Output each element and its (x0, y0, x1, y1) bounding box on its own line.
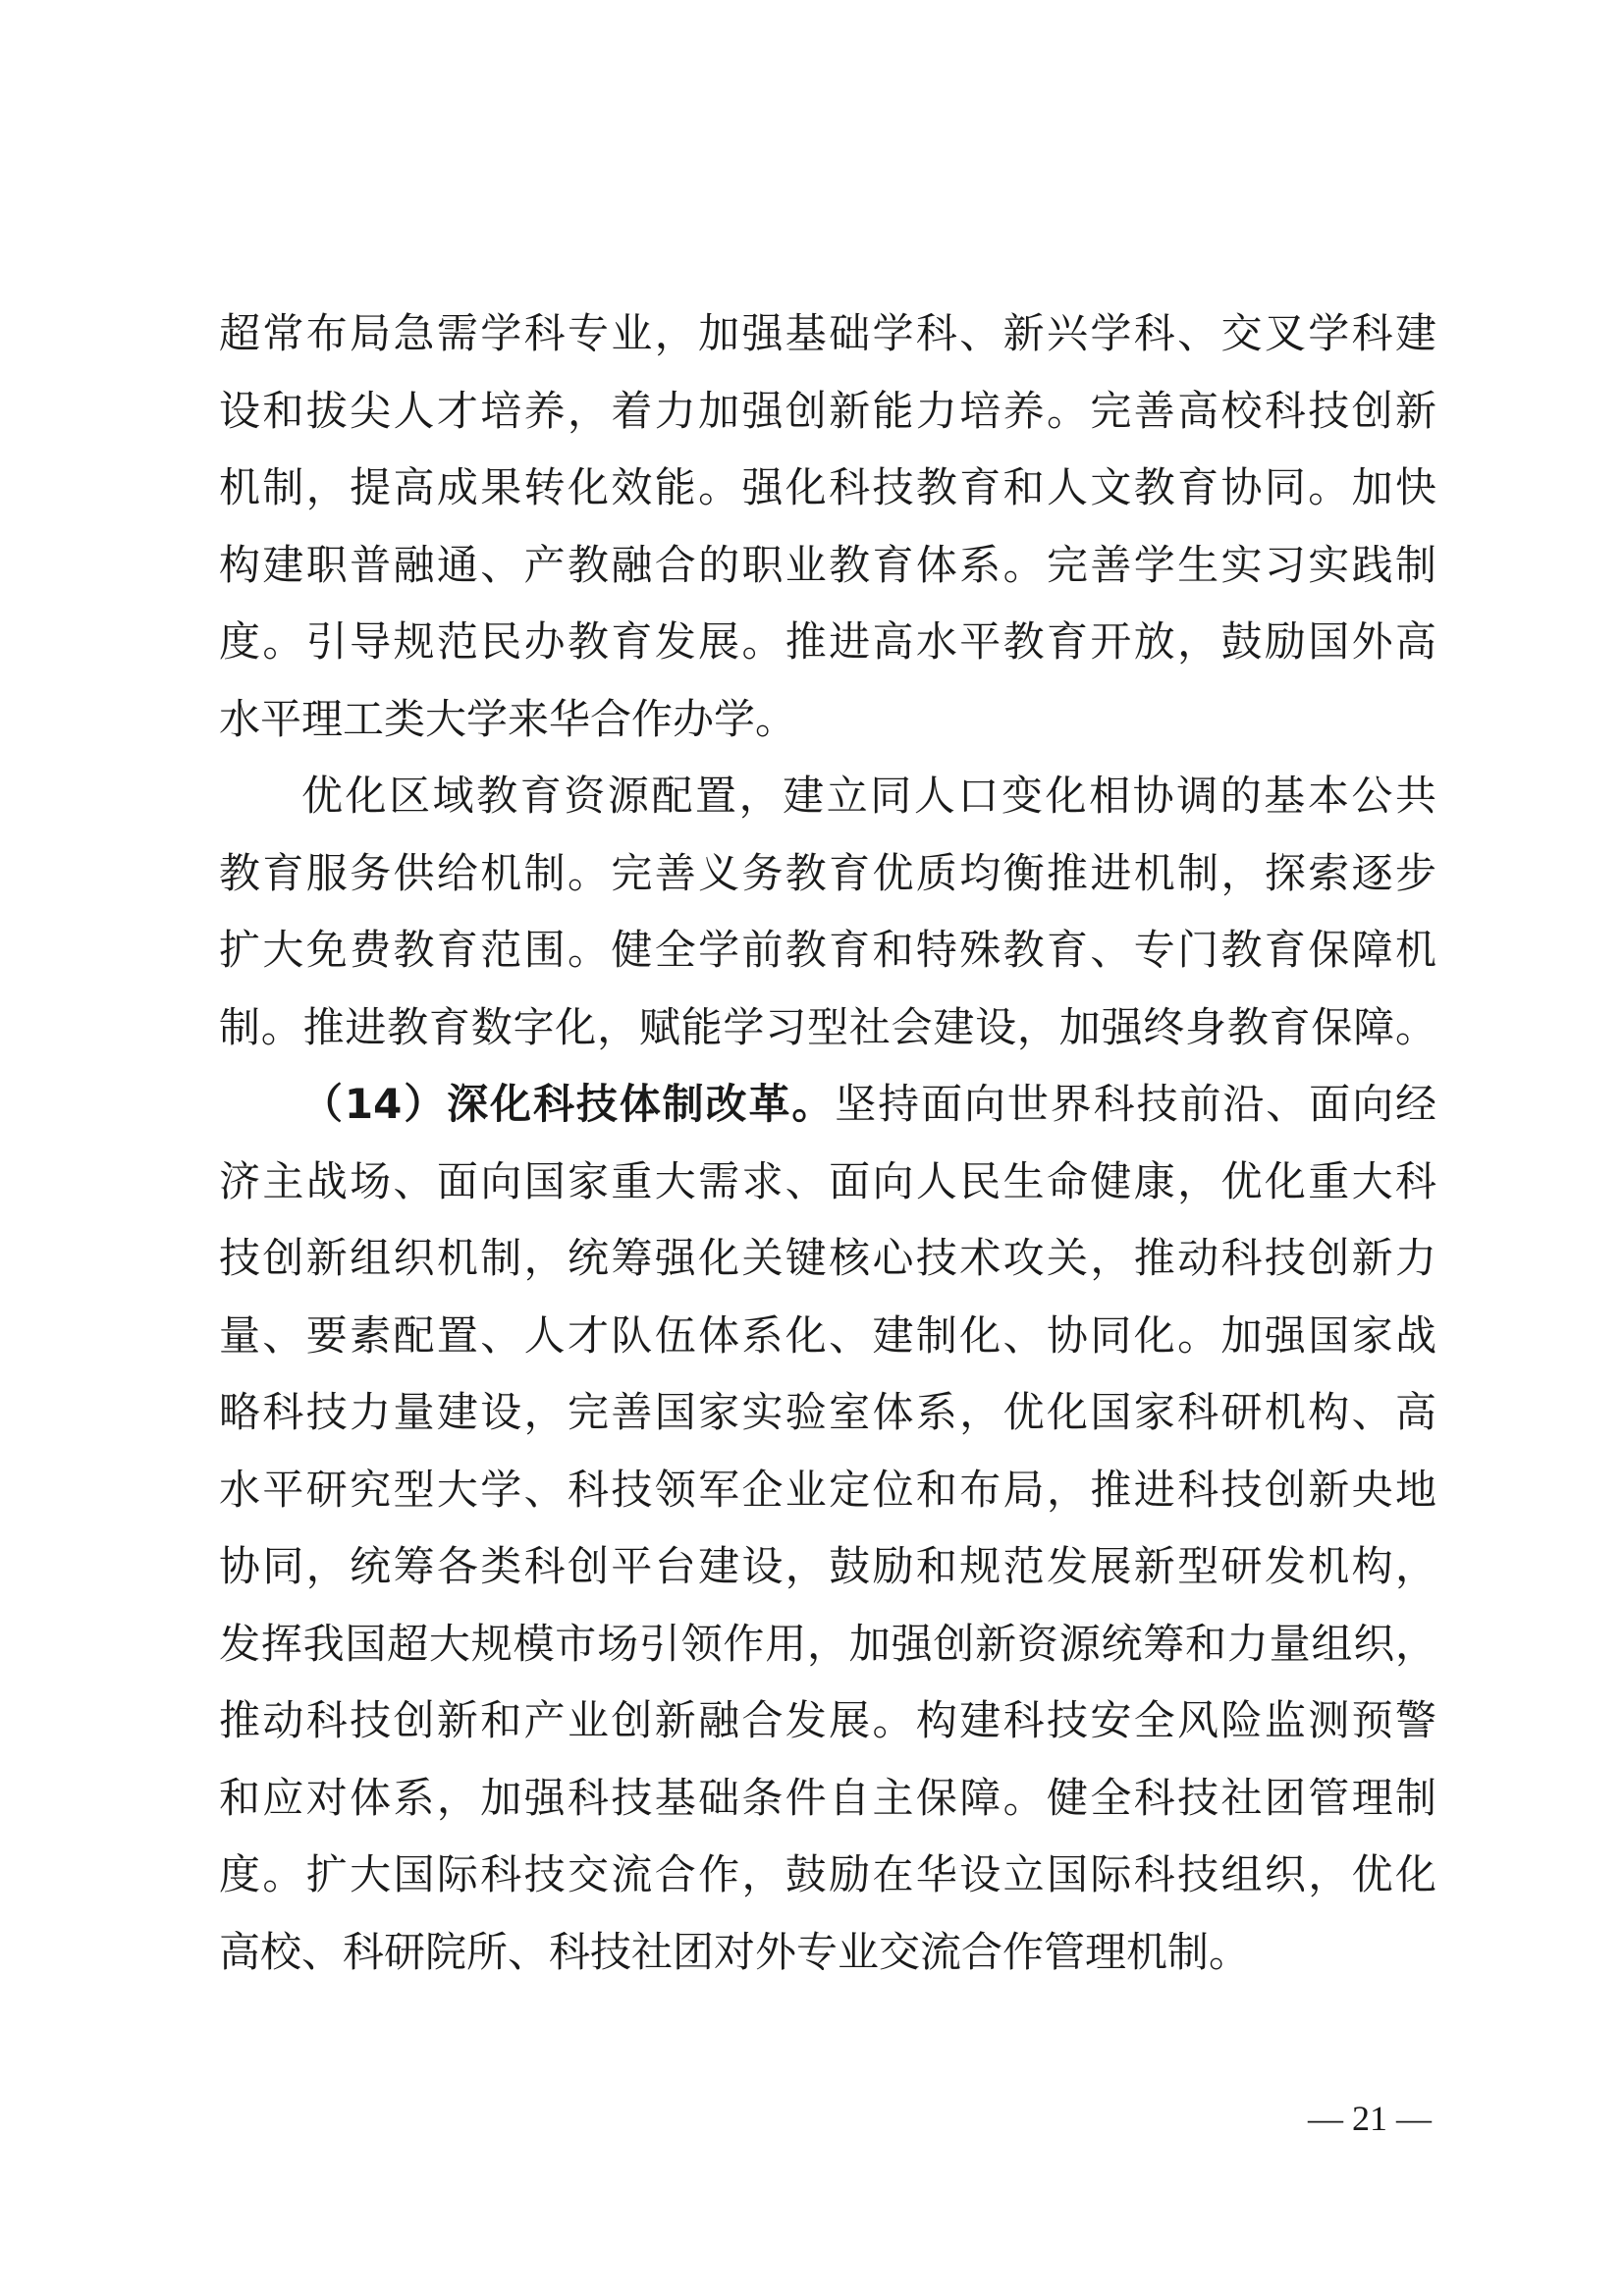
text-line: 构建职普融通、产教融合的职业教育体系。完善学生实习实践制 (219, 540, 1436, 589)
section-heading: （14）深化科技体制改革。 (301, 1080, 836, 1128)
text-line: 高校、科研院所、科技社团对外专业交流合作管理机制。 (219, 1927, 1251, 1976)
text-line: 推动科技创新和产业创新融合发展。构建科技安全风险监测预警 (219, 1696, 1436, 1744)
text-line: 发挥我国超大规模市场引领作用，加强创新资源统筹和力量组织， (219, 1619, 1436, 1668)
text-line: 水平理工类大学来华合作办学。 (219, 694, 797, 743)
text-line: 优化区域教育资源配置，建立同人口变化相协调的基本公共 (301, 772, 1436, 820)
text-line: 略科技力量建设，完善国家实验室体系，优化国家科研机构、高 (219, 1388, 1436, 1436)
text-line: 协同，统筹各类科创平台建设，鼓励和规范发展新型研发机构， (219, 1542, 1436, 1590)
section-first-line (219, 1066, 1436, 1144)
body-text (219, 295, 1436, 1991)
text-line: 技创新组织机制，统筹强化关键核心技术攻关，推动科技创新力 (219, 1234, 1436, 1282)
page-number: — 21 — (1308, 2099, 1432, 2138)
text-line: 量、要素配置、人才队伍体系化、建制化、协同化。加强国家战 (219, 1310, 1436, 1360)
text-line: 制。推进教育数字化，赋能学习型社会建设，加强终身教育保障。 (219, 1002, 1436, 1051)
text-line: 超常布局急需学科专业，加强基础学科、新兴学科、交叉学科建 (219, 309, 1436, 357)
text-line: 扩大免费教育范围。健全学前教育和特殊教育、专门教育保障机 (219, 926, 1436, 974)
text-line: 坚持面向世界科技前沿、面向经 (835, 1080, 1436, 1128)
text-line: 水平研究型大学、科技领军企业定位和布局，推进科技创新央地 (219, 1465, 1436, 1514)
text-line: 度。引导规范民办教育发展。推进高水平教育开放，鼓励国外高 (219, 617, 1436, 666)
text-line: 和应对体系，加强科技基础条件自主保障。健全科技社团管理制 (219, 1773, 1436, 1822)
text-line: 教育服务供给机制。完善义务教育优质均衡推进机制，探索逐步 (219, 848, 1436, 897)
text-line: 设和拔尖人才培养，着力加强创新能力培养。完善高校科技创新 (219, 386, 1436, 435)
text-line: 度。扩大国际科技交流合作，鼓励在华设立国际科技组织，优化 (219, 1850, 1436, 1898)
text-line: 机制，提高成果转化效能。强化科技教育和人文教育协同。加快 (219, 463, 1436, 511)
text-line: 济主战场、面向国家重大需求、面向人民生命健康，优化重大科 (219, 1156, 1436, 1205)
